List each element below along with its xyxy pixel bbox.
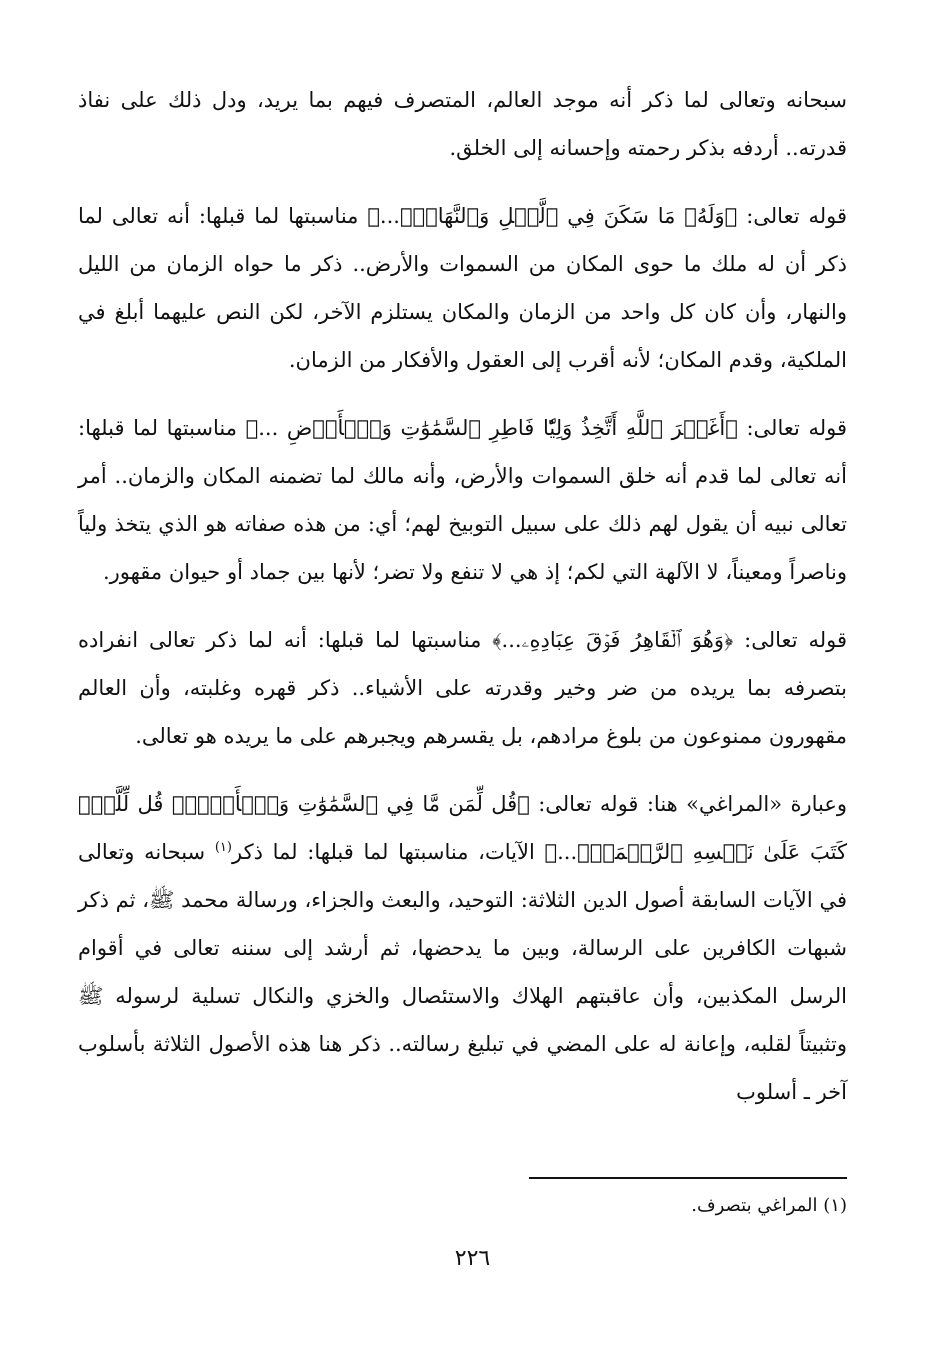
quran-verse: ﴿أَغَيۡرَ ٱللَّهِ أَتَّخِذُ وَلِيّٗا فَاطِرِ ٱلسَّمَٰوَٰتِ وَٱلۡأَرۡضِ ...﴾ [245,416,738,440]
paragraph-text: مناسبتها لما قبلها: أنه تعالى لما قدم أنه خلق السموات والأرض، وأنه مالك لما تضمنه المكان والزمان.. أمر تعالى نبيه أن يقول لهم ذلك على سبيل التوبيخ لهم؛ أي: من هذه صفاته هو الذي يتخذ ولياً وناصراً ومعيناً، لا الآلهة التي لكم؛ إذ هي لا تنفع ولا تضر؛ لأنها بين جماد أو حيوان مقهور. [78,416,847,584]
footnote: (١) المراغي بتصرف. [691,1195,847,1216]
paragraph-text: مناسبتها لما قبلها: أنه لما ذكر تعالى انفراده بتصرفه بما يريده من ضر وخير وقدرته على الأشياء.. ذكر قهره وغلبته، وأن العالم مقهورون ممنوعون من بلوغ مرادهم، بل يقسرهم ويجبرهم على ما يريده هو تعالى. [78,628,847,748]
paragraph-wali [78,404,847,596]
paragraph-intro [78,76,847,172]
paragraph-maraghi [78,780,847,1116]
main-text [78,76,847,1136]
quran-verse: ﴿وَلَهُۥ مَا سَكَنَ فِي ٱلَّيۡلِ وَٱلنَّهَارِۚ...﴾ [367,204,738,228]
quran-verse: ﴿قُل لِّمَن مَّا فِي ٱلسَّمَٰوَٰتِ وَٱلۡأَرۡضِۖ قُل لِّلَّهِۚ كَتَبَ عَلَىٰ نَفۡسِهِ ٱلرَّحۡمَةَۚ...﴾ [78,792,847,864]
paragraph-text: الآيات، مناسبتها لما قبلها: لما ذكر [231,840,545,864]
footnote-divider [529,1177,847,1179]
paragraph-lead: قوله تعالى: [737,204,847,228]
paragraph-lead: وعبارة «المراغي» هنا: قوله تعالى: [529,792,848,816]
paragraph-text: مناسبتها لما قبلها: أنه تعالى لما ذكر أن له ملك ما حوى المكان من السموات والأرض.. ذكر ما حواه الزمان من الليل والنهار، وأن كان كل واحد من الزمان والمكان يستلزم الآخر، لكن النص عليهما أبلغ في الملكية، وقدم المكان؛ لأنه أقرب إلى العقول والأفكار من الزمان. [78,204,847,372]
footnote-marker: (١) [214,840,232,855]
paragraph-qahir [78,616,847,760]
paragraph-lead: قوله تعالى: [737,416,848,440]
paragraph-text: سبحانه وتعالى في الآيات السابقة أصول الدين الثلاثة: التوحيد، والبعث والجزاء، ورسالة محمد ﷺ، ثم ذكر شبهات الكافرين على الرسالة، وبين ما يدحضها، ثم أرشد إلى سننه تعالى في أقوام الرسل المكذبين، وأن عاقبتهم الهلاك والاستئصال والخزي والنكال تسلية لرسوله ﷺ وتثبيتاً لقلبه، وإعانة له على المضي في تبليغ رسالته.. ذكر هنا هذه الأصول الثلاثة بأسلوب آخر ـ أسلوب [78,840,847,1104]
paragraph-text: سبحانه وتعالى لما ذكر أنه موجد العالم، المتصرف فيهم بما يريد، ودل ذلك على نفاذ قدرته.. أردفه بذكر رحمته وإحسانه إلى الخلق. [78,88,847,160]
page-number: ٢٢٦ [454,1246,491,1271]
paragraph-night-day [78,192,847,384]
quran-verse: ﴿وَهُوَ ٱلۡقَاهِرُ فَوۡقَ عِبَادِهِۦ...﴾ [492,628,734,652]
paragraph-lead: قوله تعالى: [733,628,847,652]
